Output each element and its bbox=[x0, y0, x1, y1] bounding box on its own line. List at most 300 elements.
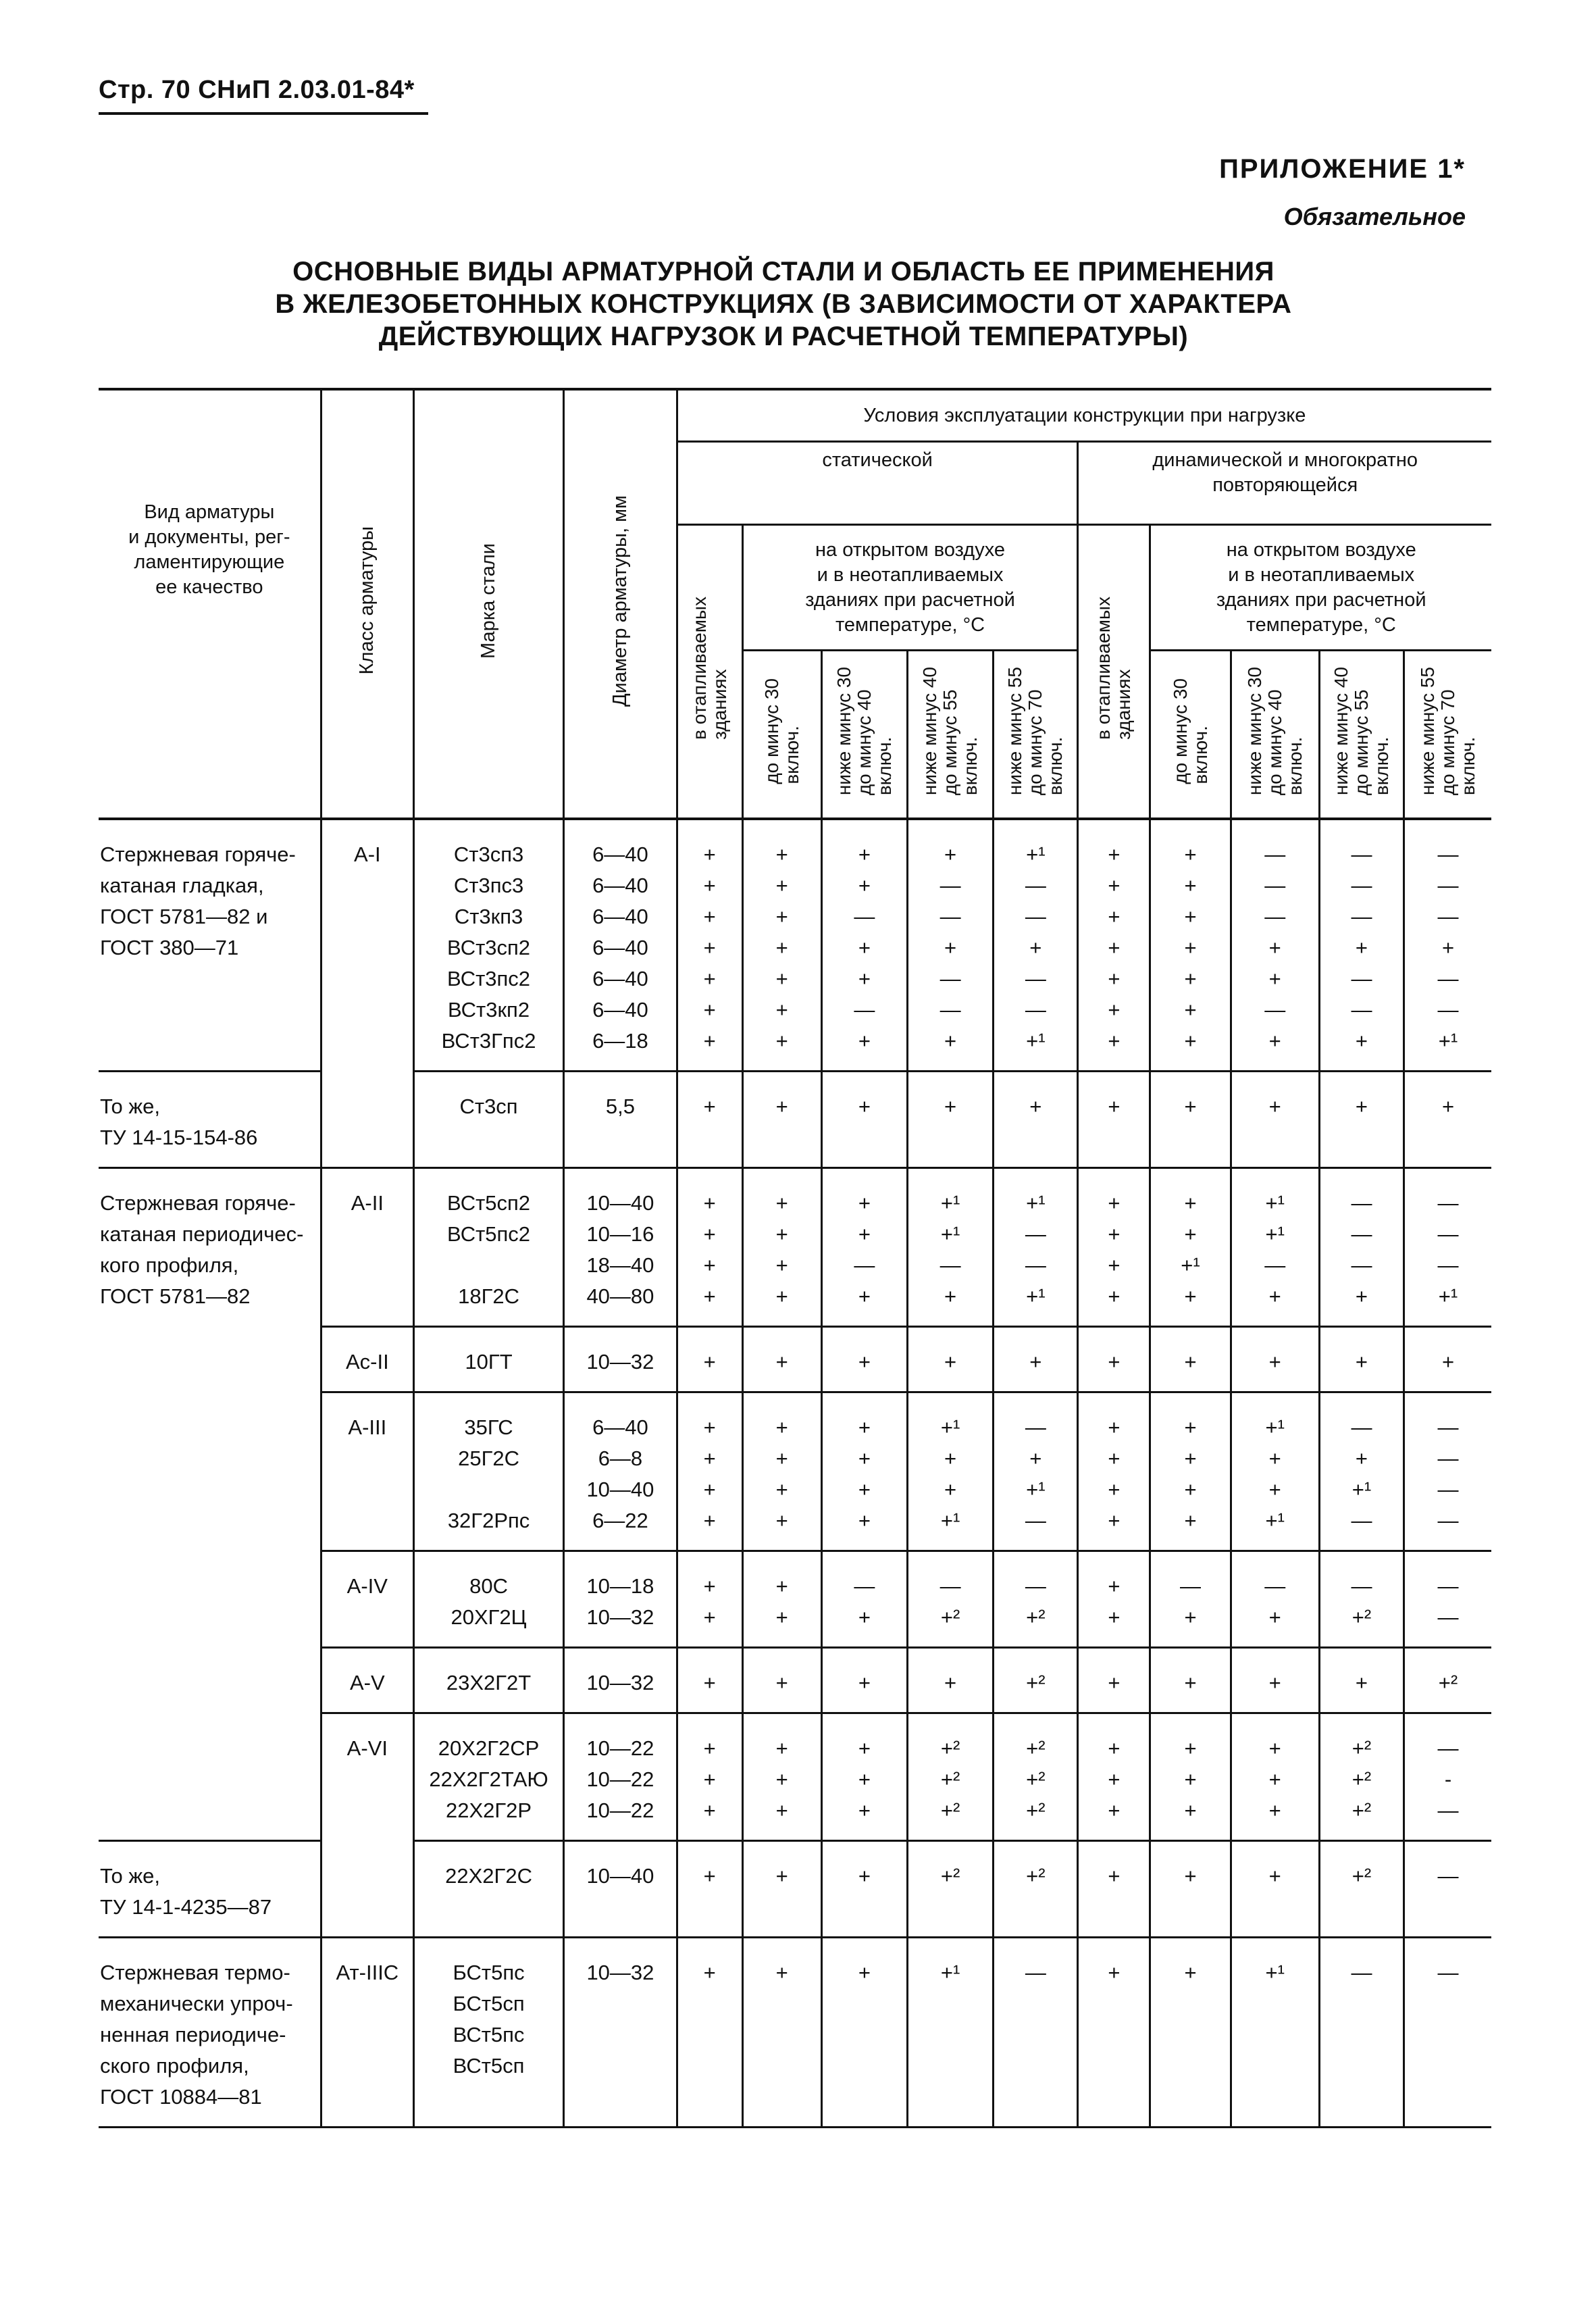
usage-mark-line: + bbox=[1108, 842, 1121, 866]
usage-mark-line: — bbox=[854, 998, 875, 1022]
usage-mark-line: +² bbox=[940, 1799, 960, 1822]
usage-mark-line: + bbox=[775, 1961, 788, 1984]
usage-mark-line: — bbox=[1437, 1478, 1459, 1501]
reinforcement-class-line: А-IV bbox=[346, 1574, 388, 1598]
usage-mark bbox=[1078, 1168, 1150, 1327]
usage-mark bbox=[1231, 1648, 1319, 1713]
usage-mark-line: + bbox=[858, 1767, 871, 1791]
usage-mark bbox=[1150, 1648, 1231, 1713]
bar-diameter-line: 10—40 bbox=[586, 1478, 654, 1501]
usage-mark-line: +¹ bbox=[940, 1961, 960, 1984]
bar-diameter bbox=[564, 1938, 677, 2128]
usage-mark-line: +¹ bbox=[1026, 1191, 1046, 1215]
usage-mark-line: + bbox=[1184, 1350, 1197, 1374]
bar-diameter-line: 6—40 bbox=[592, 842, 648, 866]
usage-mark-line: + bbox=[858, 1671, 871, 1694]
usage-mark-line: + bbox=[775, 1767, 788, 1791]
steel-grade-line bbox=[415, 1250, 563, 1281]
usage-mark-line: + bbox=[1441, 1350, 1455, 1374]
usage-mark bbox=[994, 1168, 1078, 1327]
usage-mark-line: + bbox=[1108, 998, 1121, 1022]
usage-mark bbox=[1231, 1168, 1319, 1327]
usage-mark-line: — bbox=[1437, 1574, 1459, 1598]
usage-mark-line: — bbox=[1025, 967, 1046, 990]
usage-mark-line: + bbox=[944, 842, 957, 866]
usage-mark-line: +¹ bbox=[940, 1222, 960, 1246]
steel-grade bbox=[413, 1648, 563, 1713]
usage-mark-line: + bbox=[1268, 1605, 1281, 1629]
bar-diameter-line: 18—40 bbox=[586, 1253, 654, 1277]
reinforcement-type-line bbox=[100, 1411, 320, 1442]
static-heated-header: в отапливаемых зданиях bbox=[677, 525, 742, 820]
usage-mark bbox=[1404, 1841, 1491, 1938]
usage-mark-line: — bbox=[1264, 874, 1286, 897]
usage-mark bbox=[1150, 1938, 1231, 2128]
usage-mark bbox=[1404, 1168, 1491, 1327]
usage-mark-line: — bbox=[1180, 1574, 1202, 1598]
reinforcement-type-line: То же, bbox=[100, 1864, 160, 1888]
usage-mark-line: — bbox=[1351, 967, 1372, 990]
reinforcement-class bbox=[321, 1841, 413, 1938]
reinforcement-type-line: ненная периодиче- bbox=[100, 2023, 286, 2046]
table-row bbox=[99, 1168, 1491, 1327]
bar-diameter-line: 6—40 bbox=[592, 1415, 648, 1439]
usage-mark bbox=[1150, 1392, 1231, 1551]
usage-mark-line: + bbox=[775, 1478, 788, 1501]
usage-mark-line: + bbox=[703, 1415, 716, 1439]
usage-mark-line: +² bbox=[1026, 1605, 1046, 1629]
usage-mark-line: — bbox=[1264, 1253, 1286, 1277]
usage-mark-line: — bbox=[1437, 1864, 1459, 1888]
usage-mark-line: + bbox=[703, 1447, 716, 1470]
usage-mark bbox=[908, 1841, 994, 1938]
usage-mark bbox=[994, 1648, 1078, 1713]
usage-mark bbox=[908, 1168, 994, 1327]
usage-mark-line: — bbox=[1437, 998, 1459, 1022]
usage-mark-line: — bbox=[1264, 842, 1286, 866]
steel-grade-line: ВСт3сп2 bbox=[447, 936, 531, 959]
usage-mark bbox=[742, 1551, 821, 1648]
reinforcement-type-line bbox=[100, 1346, 320, 1377]
usage-mark-line: + bbox=[1184, 967, 1197, 990]
document-title bbox=[203, 255, 1364, 353]
reinforcement-class-line: А-I bbox=[354, 842, 381, 866]
usage-mark-line: — bbox=[1025, 1415, 1046, 1439]
steel-grade-line: ВСт3Гпс2 bbox=[441, 1029, 536, 1053]
usage-mark-line: + bbox=[858, 1864, 871, 1888]
reinforcement-type-line: механически упроч- bbox=[100, 1992, 293, 2015]
steel-grade-line: ВСт3кп2 bbox=[448, 998, 530, 1022]
usage-mark-line: + bbox=[944, 1095, 957, 1118]
usage-mark-line: — bbox=[939, 1253, 961, 1277]
usage-mark-line: — bbox=[1025, 1509, 1046, 1532]
usage-mark-line: + bbox=[1268, 936, 1281, 959]
bar-diameter-line: 10—18 bbox=[586, 1574, 654, 1598]
steel-grade bbox=[413, 1938, 563, 2128]
usage-mark bbox=[1319, 1713, 1404, 1841]
usage-mark bbox=[1231, 1713, 1319, 1841]
table-row bbox=[99, 1392, 1491, 1551]
steel-grade bbox=[413, 1168, 563, 1327]
usage-mark-line: — bbox=[854, 1574, 875, 1598]
usage-mark bbox=[994, 1938, 1078, 2128]
usage-mark bbox=[908, 1713, 994, 1841]
col-grade-header: Марка стали bbox=[413, 389, 563, 819]
steel-grade-line: 32Г2Рпс bbox=[447, 1509, 530, 1532]
bar-diameter-line: 10—32 bbox=[586, 1961, 654, 1984]
usage-mark bbox=[1150, 819, 1231, 1072]
usage-mark-line: + bbox=[775, 1415, 788, 1439]
usage-mark-line: + bbox=[1108, 1509, 1121, 1532]
usage-mark bbox=[742, 1392, 821, 1551]
col-type-line: ламентирующие bbox=[134, 551, 285, 573]
usage-mark-line: — bbox=[854, 1253, 875, 1277]
usage-mark-line: + bbox=[1268, 1736, 1281, 1760]
usage-mark-line: + bbox=[1108, 1253, 1121, 1277]
usage-mark-line: + bbox=[1108, 1222, 1121, 1246]
bar-diameter-line: 6—22 bbox=[592, 1509, 648, 1532]
reinforcement-class-line: А-VI bbox=[346, 1736, 388, 1760]
usage-mark-line: +¹ bbox=[1265, 1509, 1285, 1532]
usage-mark-line: + bbox=[703, 1222, 716, 1246]
usage-mark bbox=[677, 1327, 742, 1392]
usage-mark bbox=[908, 819, 994, 1072]
usage-mark-line: + bbox=[703, 967, 716, 990]
bar-diameter-line: 6—40 bbox=[592, 998, 648, 1022]
usage-mark-line: +¹ bbox=[1026, 1029, 1046, 1053]
bar-diameter-line: 10—16 bbox=[586, 1222, 654, 1246]
usage-mark-line: +¹ bbox=[940, 1415, 960, 1439]
dynamic-load-header bbox=[1078, 442, 1491, 525]
reinforcement-type-line: ТУ 14-15-154-86 bbox=[100, 1126, 258, 1149]
usage-mark-line: — bbox=[1025, 1574, 1046, 1598]
usage-mark-line: + bbox=[1355, 1350, 1368, 1374]
usage-mark-line: + bbox=[944, 936, 957, 959]
usage-mark-line: + bbox=[1184, 1284, 1197, 1308]
usage-mark-line: + bbox=[1184, 1478, 1197, 1501]
usage-mark-line: + bbox=[1355, 1447, 1368, 1470]
usage-mark-line: + bbox=[775, 1799, 788, 1822]
usage-mark-line: + bbox=[858, 874, 871, 897]
bar-diameter-line: 10—32 bbox=[586, 1350, 654, 1374]
usage-mark-line: + bbox=[1268, 1478, 1281, 1501]
steel-grade-line: Ст3пс3 bbox=[453, 874, 524, 897]
usage-mark-line: + bbox=[703, 1284, 716, 1308]
usage-mark bbox=[1404, 1327, 1491, 1392]
steel-grade-line: 18Г2С bbox=[458, 1284, 519, 1308]
steel-grade-line: ВСт5пс2 bbox=[447, 1222, 531, 1246]
usage-mark-line: + bbox=[1184, 905, 1197, 928]
usage-mark-line: + bbox=[1355, 1284, 1368, 1308]
usage-mark bbox=[821, 819, 907, 1072]
usage-mark bbox=[994, 1072, 1078, 1168]
usage-mark-line: +¹ bbox=[1181, 1253, 1200, 1277]
usage-mark bbox=[1404, 1072, 1491, 1168]
reinforcement-class-line: А-II bbox=[351, 1191, 384, 1215]
table-row bbox=[99, 1938, 1491, 2128]
col-class-header: Класс арматуры bbox=[321, 389, 413, 819]
usage-mark-line: +¹ bbox=[1026, 842, 1046, 866]
bar-diameter-line: 10—22 bbox=[586, 1767, 654, 1791]
steel-grade-line: 20Х2Г2СР bbox=[438, 1736, 540, 1760]
col-type-line: и документы, рег- bbox=[128, 526, 290, 548]
usage-mark bbox=[821, 1551, 907, 1648]
usage-mark-line: + bbox=[1029, 1095, 1042, 1118]
reinforcement-type-line: ГОСТ 10884—81 bbox=[100, 2085, 262, 2109]
usage-mark bbox=[821, 1168, 907, 1327]
usage-mark bbox=[1078, 1327, 1150, 1392]
table-row bbox=[99, 1327, 1491, 1392]
usage-mark bbox=[908, 1938, 994, 2128]
dynamic-line: динамической и многократно bbox=[1152, 449, 1418, 471]
usage-mark-line: + bbox=[775, 967, 788, 990]
usage-mark-line: + bbox=[1355, 1029, 1368, 1053]
usage-mark-line: + bbox=[1108, 1864, 1121, 1888]
bar-diameter bbox=[564, 1648, 677, 1713]
usage-mark-line: — bbox=[1351, 842, 1372, 866]
usage-mark-line: +¹ bbox=[1438, 1284, 1458, 1308]
bar-diameter-line: 6—40 bbox=[592, 905, 648, 928]
usage-mark-line: - bbox=[1444, 1767, 1452, 1791]
usage-mark-line: + bbox=[1108, 1029, 1121, 1053]
usage-mark-line: + bbox=[703, 874, 716, 897]
usage-mark bbox=[677, 1072, 742, 1168]
reinforcement-type-line: ского профиля, bbox=[100, 2054, 249, 2078]
usage-mark-line: + bbox=[703, 1253, 716, 1277]
usage-mark-line: — bbox=[939, 905, 961, 928]
usage-mark-line: +² bbox=[1438, 1671, 1458, 1694]
table-row bbox=[99, 1648, 1491, 1713]
usage-mark-line: + bbox=[1184, 1736, 1197, 1760]
usage-mark-line: — bbox=[1437, 905, 1459, 928]
usage-mark bbox=[1404, 1713, 1491, 1841]
usage-mark bbox=[677, 1841, 742, 1938]
usage-mark-line: — bbox=[1437, 967, 1459, 990]
usage-mark bbox=[677, 1648, 742, 1713]
usage-mark-line: — bbox=[1351, 1191, 1372, 1215]
usage-mark-line: + bbox=[1184, 1961, 1197, 1984]
usage-mark-line: + bbox=[703, 1029, 716, 1053]
usage-mark-line: + bbox=[703, 936, 716, 959]
usage-mark-line: + bbox=[775, 1095, 788, 1118]
reinforcement-class bbox=[321, 1392, 413, 1551]
reinforcement-type bbox=[99, 1327, 321, 1392]
bar-diameter-line: 6—18 bbox=[592, 1029, 648, 1053]
reinforcement-type-line: ТУ 14-1-4235—87 bbox=[100, 1895, 272, 1919]
usage-mark bbox=[677, 1713, 742, 1841]
usage-mark-line: +¹ bbox=[1265, 1191, 1285, 1215]
reinforcement-class bbox=[321, 1713, 413, 1841]
usage-mark-line: — bbox=[1437, 1605, 1459, 1629]
usage-mark-line: +² bbox=[940, 1767, 960, 1791]
usage-mark-line: +¹ bbox=[1026, 1478, 1046, 1501]
usage-mark-line: + bbox=[1108, 1736, 1121, 1760]
usage-mark-line: + bbox=[703, 842, 716, 866]
usage-mark-line: + bbox=[703, 1095, 716, 1118]
usage-mark-line: +¹ bbox=[1265, 1222, 1285, 1246]
usage-mark-line: + bbox=[1184, 1415, 1197, 1439]
usage-mark-line: — bbox=[1437, 1961, 1459, 1984]
usage-mark-line: + bbox=[858, 1029, 871, 1053]
usage-mark-line: — bbox=[939, 967, 961, 990]
usage-mark-line: — bbox=[1437, 1191, 1459, 1215]
usage-mark-line: +¹ bbox=[1026, 1284, 1046, 1308]
usage-mark-line: — bbox=[1025, 1222, 1046, 1246]
usage-mark bbox=[1404, 1648, 1491, 1713]
appendix-label: ПРИЛОЖЕНИЕ 1* bbox=[1219, 154, 1466, 184]
title-line: В ЖЕЛЕЗОБЕТОННЫХ КОНСТРУКЦИЯХ (В ЗАВИСИМОСТИ ОТ ХАРАКТЕРА bbox=[275, 289, 1292, 319]
bar-diameter bbox=[564, 1072, 677, 1168]
reinforcement-type-line: катаная гладкая, bbox=[100, 874, 264, 897]
usage-mark bbox=[742, 1072, 821, 1168]
reinforcement-type bbox=[99, 1648, 321, 1713]
dynamic-heated-header: в отапливаемых зданиях bbox=[1078, 525, 1150, 820]
usage-mark-line: + bbox=[858, 936, 871, 959]
reinforcement-type-line: Стержневая горяче- bbox=[100, 1191, 296, 1215]
temp-col-header: до минус 30 включ. bbox=[1150, 651, 1231, 820]
usage-mark-line: — bbox=[1264, 905, 1286, 928]
static-outdoor-header: на открытом воздухе и в неотапливаемых зданиях при расчетной температуре, °С bbox=[742, 525, 1078, 651]
table-row bbox=[99, 1841, 1491, 1938]
usage-mark-line: + bbox=[775, 1671, 788, 1694]
usage-mark bbox=[1078, 1841, 1150, 1938]
usage-mark-line: + bbox=[1268, 1095, 1281, 1118]
usage-mark-line: + bbox=[1029, 1350, 1042, 1374]
reinforcement-type bbox=[99, 1551, 321, 1648]
usage-mark bbox=[821, 1392, 907, 1551]
usage-mark-line: + bbox=[944, 1447, 957, 1470]
usage-mark-line: + bbox=[1184, 1767, 1197, 1791]
col-type-line: ее качество bbox=[155, 576, 263, 598]
usage-mark bbox=[1078, 1392, 1150, 1551]
reinforcement-class bbox=[321, 1327, 413, 1392]
steel-grade-line: 22Х2Г2Р bbox=[446, 1799, 532, 1822]
usage-mark bbox=[1231, 1551, 1319, 1648]
usage-mark bbox=[994, 1327, 1078, 1392]
usage-mark bbox=[1150, 1327, 1231, 1392]
usage-mark-line: — bbox=[1264, 998, 1286, 1022]
usage-mark-line: + bbox=[1108, 1447, 1121, 1470]
usage-mark-line: + bbox=[858, 1222, 871, 1246]
bar-diameter bbox=[564, 1168, 677, 1327]
col-diameter-header: Диаметр арматуры, мм bbox=[564, 389, 677, 819]
usage-mark-line: + bbox=[775, 1864, 788, 1888]
usage-mark bbox=[1404, 819, 1491, 1072]
usage-mark bbox=[1319, 1072, 1404, 1168]
usage-mark-line: + bbox=[944, 1029, 957, 1053]
usage-mark-line: — bbox=[1351, 1574, 1372, 1598]
usage-mark-line: + bbox=[1355, 936, 1368, 959]
usage-mark-line: +² bbox=[1026, 1671, 1046, 1694]
usage-mark-line: — bbox=[1025, 874, 1046, 897]
usage-mark-line: + bbox=[1184, 842, 1197, 866]
usage-mark bbox=[1231, 1841, 1319, 1938]
usage-mark-line: — bbox=[1351, 1222, 1372, 1246]
usage-mark-line: +¹ bbox=[1265, 1961, 1285, 1984]
steel-grade-line: ВСт5пс bbox=[453, 2023, 525, 2046]
bar-diameter-line: 5,5 bbox=[605, 1095, 635, 1118]
usage-mark-line: + bbox=[1108, 1350, 1121, 1374]
usage-mark bbox=[1319, 1551, 1404, 1648]
usage-mark-line: + bbox=[775, 1574, 788, 1598]
usage-mark-line: + bbox=[1108, 1095, 1121, 1118]
usage-mark-line: + bbox=[1184, 874, 1197, 897]
bar-diameter-line: 10—40 bbox=[586, 1864, 654, 1888]
usage-mark-line: + bbox=[1184, 1191, 1197, 1215]
usage-mark bbox=[821, 1713, 907, 1841]
table-row bbox=[99, 1072, 1491, 1168]
reinforcement-class bbox=[321, 1938, 413, 2128]
steel-grade-line: 80С bbox=[469, 1574, 508, 1598]
usage-mark-line: + bbox=[1268, 1029, 1281, 1053]
usage-mark bbox=[1150, 1841, 1231, 1938]
usage-mark-line: — bbox=[1437, 1253, 1459, 1277]
usage-mark-line: — bbox=[939, 1574, 961, 1598]
usage-mark-line: — bbox=[1025, 1253, 1046, 1277]
header-underline bbox=[99, 112, 428, 115]
usage-mark bbox=[908, 1072, 994, 1168]
usage-mark bbox=[1404, 1938, 1491, 2128]
usage-mark-line: + bbox=[1108, 874, 1121, 897]
temp-col-header: ниже минус 30 до минус 40 включ. bbox=[821, 651, 907, 820]
usage-mark-line: — bbox=[1437, 842, 1459, 866]
usage-mark-line: + bbox=[1108, 1284, 1121, 1308]
usage-mark-line: +² bbox=[1026, 1864, 1046, 1888]
steel-grade-line: 25Г2С bbox=[458, 1447, 519, 1470]
usage-mark bbox=[1319, 819, 1404, 1072]
usage-mark-line: + bbox=[775, 998, 788, 1022]
usage-mark bbox=[994, 1713, 1078, 1841]
usage-mark-line: + bbox=[858, 1961, 871, 1984]
conditions-header: Условия эксплуатации конструкции при нагрузке bbox=[677, 389, 1491, 442]
steel-grade-line: ВСт3пс2 bbox=[447, 967, 531, 990]
usage-mark-line: — bbox=[1351, 1415, 1372, 1439]
reinforcement-type bbox=[99, 1938, 321, 2128]
usage-mark-line: — bbox=[1437, 874, 1459, 897]
reinforcement-type-line: ГОСТ 5781—82 и bbox=[100, 905, 268, 928]
usage-mark-line: +¹ bbox=[1352, 1478, 1372, 1501]
reinforcement-class bbox=[321, 1648, 413, 1713]
usage-mark-line: +² bbox=[940, 1736, 960, 1760]
usage-mark-line: + bbox=[775, 1284, 788, 1308]
usage-mark-line: + bbox=[1184, 1029, 1197, 1053]
usage-mark-line: +¹ bbox=[1265, 1415, 1285, 1439]
static-load-header: статической bbox=[677, 442, 1078, 525]
steel-grade-line: ВСт5сп bbox=[453, 2054, 525, 2078]
usage-mark-line: + bbox=[1184, 936, 1197, 959]
steel-grade-line: Ст3сп3 bbox=[453, 842, 524, 866]
reinforcement-type bbox=[99, 1841, 321, 1938]
usage-mark-line: + bbox=[1108, 1605, 1121, 1629]
reinforcement-type bbox=[99, 1713, 321, 1841]
usage-mark-line: + bbox=[703, 1509, 716, 1532]
reinforcement-class bbox=[321, 819, 413, 1072]
usage-mark bbox=[1319, 1648, 1404, 1713]
usage-mark-line: + bbox=[775, 1350, 788, 1374]
usage-mark bbox=[1078, 1648, 1150, 1713]
bar-diameter-line: 10—32 bbox=[586, 1605, 654, 1629]
usage-mark-line: + bbox=[858, 1284, 871, 1308]
usage-mark-line: — bbox=[854, 905, 875, 928]
usage-mark bbox=[1319, 1327, 1404, 1392]
temp-col-header: ниже минус 55 до минус 70 включ. bbox=[1404, 651, 1491, 820]
usage-mark-line: + bbox=[1108, 1191, 1121, 1215]
usage-mark-line: + bbox=[1108, 936, 1121, 959]
usage-mark-line: + bbox=[1268, 1767, 1281, 1791]
usage-mark bbox=[1231, 1072, 1319, 1168]
reinforcement-type bbox=[99, 819, 321, 1072]
usage-mark bbox=[1150, 1072, 1231, 1168]
